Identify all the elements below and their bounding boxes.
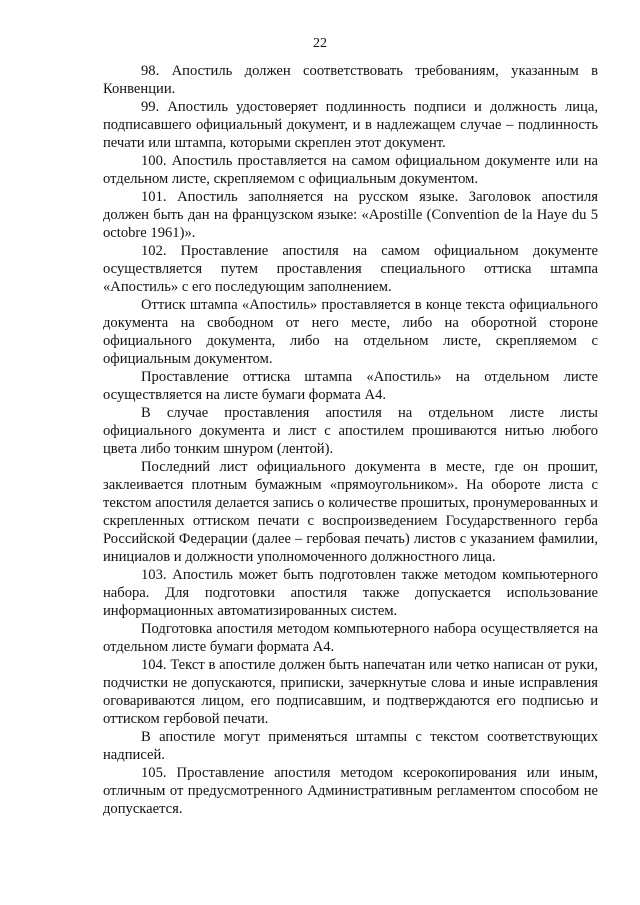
paragraph-sheet-binding: В случае проставления апостиля на отдельном листе листы официального документа и лист с апостилем прошиваются нитью любого цвета либо тонким шнуром (лентой). (103, 405, 598, 457)
paragraph-104: 104. Текст в апостиле должен быть напечатан или четко написан от руки, подчистки не допускаются, приписки, зачеркнутые слова и иные исправления оговариваются лицом, его подписавшим, и подтверждаются его подписью и оттиском гербовой печати. (103, 657, 598, 727)
paragraph-102: 102. Проставление апостиля на самом официальном документе осуществляется путем проставления специального оттиска штампа «Апостиль» с его последующим заполнением. (103, 243, 598, 295)
paragraph-105: 105. Проставление апостиля методом ксерокопирования или иным, отличным от предусмотренного Административным регламентом способом не допускается. (103, 765, 598, 817)
document-body (103, 62, 598, 818)
paragraph-100: 100. Апостиль проставляется на самом официальном документе или на отдельном листе, скрепляемом с официальным документом. (103, 153, 598, 187)
paragraph-103: 103. Апостиль может быть подготовлен также методом компьютерного набора. Для подготовки апостиля также допускается использование информационных автоматизированных систем. (103, 567, 598, 619)
paragraph-computer-preparation: Подготовка апостиля методом компьютерного набора осуществляется на отдельном листе бумаги формата А4. (103, 621, 598, 655)
paragraph-98: 98. Апостиль должен соответствовать требованиям, указанным в Конвенции. (103, 63, 598, 97)
page-number: 22 (313, 36, 327, 51)
paragraph-stamp-placement: Оттиск штампа «Апостиль» проставляется в конце текста официального документа на свободном от него месте, либо на оборотной стороне официального документа, либо на отдельном листе, скрепляемом с официальным документом. (103, 297, 598, 367)
paragraph-stamps-with-text: В апостиле могут применяться штампы с текстом соответствующих надписей. (103, 729, 598, 763)
paragraph-separate-sheet-format: Проставление оттиска штампа «Апостиль» на отдельном листе осуществляется на листе бумаги формата А4. (103, 369, 598, 403)
paragraph-99: 99. Апостиль удостоверяет подлинность подписи и должность лица, подписавшего официальный документ, и в надлежащем случае – подлинность печати или штампа, которыми скреплен этот документ. (103, 99, 598, 151)
paragraph-last-sheet-sealing: Последний лист официального документа в месте, где он прошит, заклеивается плотным бумажным «прямоугольником». На обороте листа с текстом апостиля делается запись о количестве прошитых, пронумерованных и скрепленных оттиском печати с воспроизведением Государственного герба Российской Федерации (далее – гербовая печать) листов с указанием фамилии, инициалов и должности уполномоченного должностного лица. (103, 459, 598, 565)
paragraph-101: 101. Апостиль заполняется на русском языке. Заголовок апостиля должен быть дан на французском языке: «Apostille (Convention de la Haye du 5 octobre 1961)». (103, 189, 598, 241)
